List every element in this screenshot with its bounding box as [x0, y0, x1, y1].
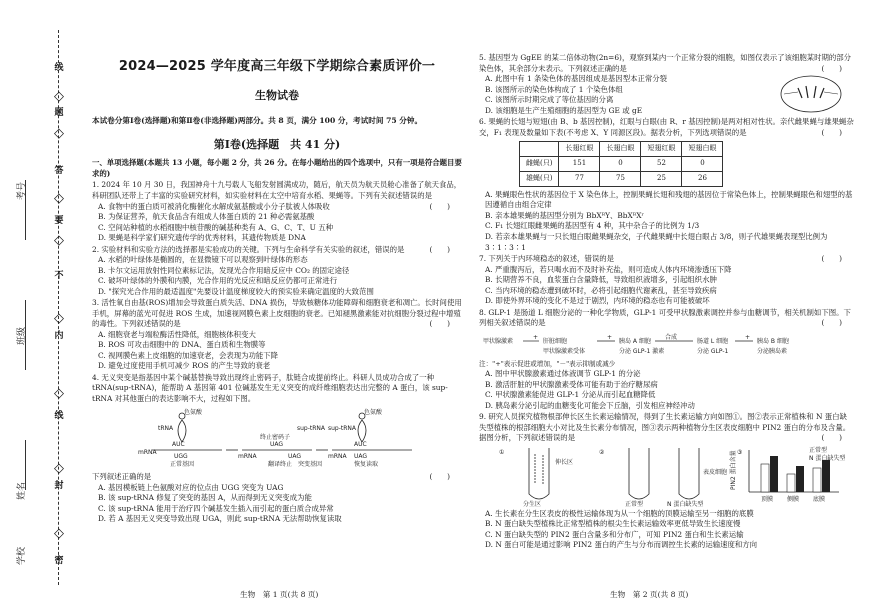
- fig8-label: 分泌胰岛素: [757, 347, 788, 355]
- translation-diagram: [92, 406, 462, 468]
- fig8-label: 肝脏细胞: [543, 337, 568, 345]
- fig4-label: UAG: [270, 441, 284, 449]
- answer-bracket: ( ): [429, 472, 450, 482]
- option: C. 当内环境的稳态遭到破坏时，必将引起细胞代谢紊乱，甚至导致疾病: [485, 285, 717, 295]
- question-8-options: [479, 360, 854, 411]
- table-row: [520, 157, 723, 172]
- option: D. 若亲本雄果蝇与一只长翅白眼雌果蝇杂交，子代雌果蝇中长翅白眼占 3/8，则子代雄果蝇表现型比例为 3∶1∶3∶1: [485, 232, 828, 252]
- question-stem: 3. 活性氧自由基(ROS)增加会导致蛋白质失活、DNA 损伤，导致核糖体功能障碍和细胞衰老和凋亡。长时间使用手机，屏幕的蓝光可促进 ROS 生成，加速视网膜色素上皮细胞的衰老。已知褪黑激素能对抗细胞分裂过程中增殖的毒性。下列叙述错误的是: [92, 298, 462, 329]
- option: C. F₁ 长翅红眼雌果蝇的基因型有 4 种，其中杂合子的比例为 1/3: [485, 221, 700, 231]
- table-cell: 26: [682, 172, 723, 187]
- table-cell: 雄蝇(只): [520, 172, 559, 187]
- option: C. 该 sup-tRNA 能用于治疗四个碱基发生插入而引起的蛋白质合成异常: [98, 503, 334, 513]
- fig8-label: +: [533, 333, 539, 341]
- option: A. 食物中的蛋白质可被消化酶催化水解成氨基酸或小分子肽被人体吸收: [98, 201, 330, 211]
- table-cell: 75: [600, 172, 641, 187]
- option: C. 甲状腺激素能促进 GLP-1 分泌从而引起血糖降低: [485, 390, 656, 400]
- gutter-char: 内: [54, 331, 64, 341]
- fig9-label: ①: [499, 448, 505, 456]
- fig9-label: 正常型: [809, 446, 828, 454]
- table-cell: 0: [682, 157, 723, 172]
- table-header-row: [520, 142, 723, 157]
- fig4-label: mRNA: [328, 453, 347, 461]
- fig8-label: +: [607, 333, 613, 341]
- fig8-label: 分泌 GLP-1 激素: [619, 347, 665, 355]
- fig4-label: 翻译终止: [268, 461, 293, 469]
- diamond-icon: ◇: [54, 233, 64, 248]
- question-2: [92, 245, 462, 298]
- option: A. 基因模板链上色氨酸对应的位点由 UGG 突变为 UAG: [98, 482, 284, 492]
- left-page: [92, 58, 462, 525]
- fig9-label: N 蛋白缺失型: [667, 500, 704, 508]
- offspring-table: [519, 141, 723, 187]
- answer-bracket: ( ): [821, 127, 842, 137]
- question-stem: 4. 无义突变是指基因中某个碱基替换导致出现终止密码子，肽链合成提前终止。科研人员成功合成了一种 tRNA(sup-tRNA)，能帮助 A 基因第 401 位碱基发生无义突变的成纤维细胞表达出完整的 A 蛋白，该 sup-tRNA 对其他蛋白的表达影响不大，过程如下图。: [92, 372, 448, 403]
- fig4-label: mRNA: [138, 449, 157, 457]
- gutter-char: 不: [54, 271, 64, 281]
- gutter-char: 线: [54, 411, 64, 421]
- fig9-label: 顶膜: [761, 495, 774, 503]
- diamond-icon: ◇: [54, 191, 64, 206]
- question-9: [479, 412, 854, 444]
- gutter-char: 要: [54, 216, 64, 226]
- table-header: 短翅白眼: [682, 142, 723, 157]
- fig4-label: AUC: [172, 441, 185, 449]
- option: D. 即使外界环境的变化不是过于剧烈，内环境的稳态也有可能被破坏: [485, 296, 710, 306]
- option: A. 细胞衰老与端粒酶活性降低，细胞核体积变大: [98, 329, 256, 339]
- fig9-label: ③: [737, 448, 743, 456]
- question-4: [92, 373, 462, 405]
- banji-label: 班级: [17, 326, 27, 345]
- footer-left: 生物 第 1 页(共 8 页): [240, 590, 319, 600]
- question-stem: 9. 研究人员探究植物根部伸长区生长素运输情况，得到了生长素运输方向如图①。图②表示正常植株和 N 蛋白缺失型植株的根部细胞大小对比及生长素分布情况，图③表示两种植物分生区表皮细胞中 PIN2 蛋白的分布及含量。据图分析，下列叙述错误的是: [479, 412, 851, 443]
- fig9-label: 正常型: [625, 500, 644, 508]
- question-9-options: [479, 509, 854, 551]
- table-cell: 52: [641, 157, 682, 172]
- fig4-label: UAG: [354, 453, 368, 461]
- gutter-char: 密: [54, 556, 64, 566]
- figure-8-diagram: [479, 329, 854, 359]
- kaohao-label: 考号: [17, 181, 27, 200]
- fig8-label: 胰岛 A 细胞: [619, 337, 651, 345]
- fig9-label: 伸长区: [555, 458, 574, 466]
- exam-note: 本试卷分第Ⅰ卷(选择题)和第Ⅱ卷(非选择题)两部分。共 8 页，满分 100 分，考试时间 75 分钟。: [92, 116, 423, 126]
- option: B. 亲本雄果蝇的基因型分别为 BbXᴿY、BbXᴿXʳ: [485, 210, 645, 220]
- gutter-char: 答: [54, 166, 64, 176]
- fig9-label: N 蛋白缺失型: [809, 454, 846, 462]
- question-stem: 下列叙述正确的是: [92, 472, 152, 482]
- diamond-icon: ◇: [54, 526, 64, 541]
- table-header: 长翅红眼: [559, 142, 600, 157]
- fig4-label: sup-tRNA: [328, 425, 357, 433]
- xuexiao-label: 学校: [17, 546, 27, 565]
- option: D. 若 A 基因无义突变导致出现 UGA，则此 sup-tRNA 无法帮助恢复读取: [98, 514, 342, 524]
- table-cell: 151: [559, 157, 600, 172]
- fig4-label: 恢复读取: [354, 461, 379, 469]
- question-stem: 7. 下列关于内环境稳态的叙述，错误的是: [479, 254, 615, 264]
- option: B. 为保证营养，航天食品含有组成人体蛋白质的 21 种必需氨基酸: [98, 212, 315, 222]
- answer-bracket: ( ): [429, 244, 450, 254]
- glp1-pathway: [479, 329, 854, 359]
- question-stem: 8. GLP-1 是肠道 L 细胞分泌的一种化学物质，GLP-1 可受甲状腺激素调控并参与血糖调节，相关机制如下图。下列相关叙述错误的是: [479, 307, 851, 328]
- fig4-label: UGG: [174, 453, 188, 461]
- question-5: [479, 53, 854, 116]
- table-header: 长翅白眼: [600, 142, 641, 157]
- option: D. N 蛋白可能是通过影响 PIN2 蛋白的产生与分布而调控生长素的运输速度和方向: [485, 540, 758, 550]
- option: B. 卡尔文运用放射性同位素标记法，发现光合作用暗反应中 CO₂ 的固定途径: [98, 265, 350, 275]
- option: B. 激活肝脏的甲状腺激素受体可能有助于治疗糖尿病: [485, 379, 658, 389]
- table-row: [520, 172, 723, 187]
- option: C. N 蛋白缺失型的 PIN2 蛋白含量多和分布广，可知 PIN2 蛋白和生长素运输: [485, 529, 744, 539]
- figure-4-diagram: [92, 406, 462, 468]
- option: D. 胰岛素分泌引起的血糖变化可能会下丘脑，引发相应神经冲动: [485, 400, 695, 410]
- question-stem: 5. 基因型为 GgEE 的某二倍体动物(2n=6)，观察到某内一个正常分裂的细胞，如图仅表示了该细胞某时期的部分染色体，其余部分未表示。下列叙述正确的是: [479, 53, 852, 73]
- diamond-icon: ◇: [54, 311, 64, 326]
- option: D. 果蝇是科学家们研究遗传学的优秀材料，其遗传物质是 DNA: [98, 233, 306, 243]
- xingming-label: 姓名: [17, 481, 27, 500]
- gutter-char: 题: [54, 108, 64, 118]
- answer-bracket: ( ): [821, 318, 842, 328]
- exam-title: 2024—2025 学年度高三年级下学期综合素质评价一: [118, 59, 436, 74]
- option: B. 该图所示的染色体构成了 1 个染色体组: [485, 84, 623, 94]
- fig9-label: PIN2 蛋白含量: [730, 450, 737, 490]
- table-cell: 25: [641, 172, 682, 187]
- option: D. 该细胞是生产生殖细胞的基因型为 GE 或 gE: [485, 105, 643, 115]
- fig8-label: 胰岛 B 细胞: [757, 337, 789, 345]
- option: A. 此图中有 1 条染色体的基因组成是基因型本正常分裂: [485, 74, 668, 84]
- table-cell: 雌蝇(只): [520, 157, 559, 172]
- fig9-label: 分生区: [523, 500, 542, 508]
- auxin-figure: [479, 444, 854, 508]
- fig9-label: 底膜: [813, 495, 826, 503]
- option: C. 空间站种植的水稻细胞中核苷酸的碱基种类有 A、G、C、T、U 五种: [98, 222, 334, 232]
- diamond-icon: ◇: [54, 386, 64, 401]
- answer-bracket: ( ): [429, 319, 450, 329]
- fig8-label: 甲状腺激素受体: [543, 347, 586, 355]
- question-stem: 1. 2024 年 10 月 30 日，我国神舟十九号载人飞船发射圆满成功，随后，航天员为航天员舱心准备了航天食品，科研团队还带上了丰富的实验研究材料，如实验材料在太空中培育水稻、果蝇等。下列有关叙述错误的是: [92, 180, 462, 200]
- option: B. N 蛋白缺失型植株比正常型植株的根尖生长素运输效率更低导致生长速度慢: [485, 519, 741, 529]
- part-heading: 第Ⅰ卷(选择题 共 41 分): [213, 137, 341, 151]
- fig9-label: 表皮细胞: [703, 468, 728, 476]
- fig4-label: sup-tRNA: [297, 425, 326, 433]
- option: A. 果蝇眼色性状的基因位于 X 染色体上，控制果蝇长翅和残翅的基因位于常染色体上，控制果蝇眼色和翅型的基因遵循自由组合定律: [485, 189, 853, 210]
- fig8-label: 肠道 L 细胞: [697, 337, 729, 345]
- question-3: [92, 298, 462, 372]
- option: C. 该图所示时期完成了等位基因的分离: [485, 95, 614, 105]
- fig4-label: AUC: [354, 441, 367, 449]
- option: B. 长期营养不良，血浆蛋白含量降低，导致组织液增多，引起组织水肿: [485, 275, 717, 285]
- question-stem: 6. 果蝇的长翅与短翅(由 B、b 基因控制)，红眼与白眼(由 R、r 基因控制)是两对相对性状。亲代雌果蝇与雄果蝇杂交，F₁ 表现及数量如下表(不考虑 X、Y 同源区段)。据表分析，下列选项错误的是: [479, 117, 854, 137]
- footer-right: 生物 第 2 页(共 8 页): [610, 590, 689, 600]
- question-7: [479, 254, 854, 307]
- fig4-label: 突变基因: [298, 461, 323, 469]
- fig8-label: 甲状腺激素: [483, 337, 514, 345]
- fig8-label: 分泌 GLP-1: [697, 347, 729, 355]
- option: B. ROS 可攻击细胞中的 DNA、蛋白质和生物膜等: [98, 340, 266, 350]
- fig4-label: 正常基因: [170, 461, 195, 469]
- diamond-icon: ◇: [54, 89, 64, 104]
- gutter-char: 线: [54, 63, 64, 73]
- fig9-label: 侧膜: [787, 495, 800, 503]
- question-8: [479, 308, 854, 329]
- question-1: [92, 180, 462, 243]
- question-stem: 2. 实验材料和实验方法的选择都是实验成功的关键。下列与生命科学有关实验的叙述，错误的是: [92, 244, 405, 254]
- fig4-label: mRNA: [238, 453, 257, 461]
- table-cell: 77: [559, 172, 600, 187]
- option: A. 严重腹泻后，若只喝水而不及时补充盐，则可造成人体内环境渗透压下降: [485, 264, 732, 274]
- option: D. "探究光合作用的最适温度"先要设计温度梯度较大的预实验来确定温度的大致范围: [98, 286, 374, 296]
- fig9-label: ②: [599, 448, 605, 456]
- fig4-label: 色氨酸: [184, 409, 203, 417]
- exam-subtitle: 生物试卷: [255, 89, 299, 103]
- fig4-label: UAG: [288, 453, 302, 461]
- answer-bracket: ( ): [821, 63, 842, 73]
- option: A. 生长素在分生区表皮的极性运输体现为从一个细胞的顶膜运输至另一细胞的底膜: [485, 508, 754, 518]
- figure-9-diagram: [479, 444, 854, 508]
- fig8-label: 合成: [665, 333, 678, 341]
- diamond-icon: ◇: [54, 126, 64, 141]
- option: C. 视网膜色素上皮细胞的加速衰老，会表现为功能下降: [98, 350, 279, 360]
- table-header: 短翅红眼: [641, 142, 682, 157]
- option: A. 水稻的叶绿体是椭圆的，在显微镜下可以观察到叶绿体的形态: [98, 255, 308, 265]
- fig8-label: +: [745, 333, 751, 341]
- question-6: [479, 117, 854, 138]
- answer-bracket: ( ): [821, 254, 842, 264]
- fig4-label: 色氨酸: [364, 409, 383, 417]
- binding-gutter: [0, 0, 90, 615]
- fig4-label: tRNA: [158, 425, 174, 433]
- section-heading: 一、单项选择题(本题共 13 小题，每小题 2 分，共 26 分。在每小题给出的四个选项中，只有一项是符合题目要求的): [92, 158, 462, 178]
- table-cell: 0: [600, 157, 641, 172]
- right-page: [479, 52, 854, 551]
- table-header: [520, 142, 559, 157]
- option: A. 图中甲状腺激素通过体液调节 GLP-1 的分泌: [485, 369, 641, 378]
- question-6-options: [479, 190, 854, 253]
- option: D. 避免过度使用手机可减少 ROS 的产生导致的衰老: [98, 361, 271, 371]
- figure-note: 注："+"表示促进或增加，"－"表示抑制或减少: [479, 359, 616, 368]
- fig4-label: 终止密码子: [260, 434, 291, 442]
- answer-bracket: ( ): [821, 433, 842, 443]
- option: B. 该 sup-tRNA 修复了突变的基因 A，从而得到无义突变成为能: [98, 493, 312, 503]
- gutter-char: 封: [54, 481, 64, 491]
- diamond-icon: ◇: [54, 461, 64, 476]
- cell-division-figure: [776, 72, 846, 116]
- option: C. 破坏叶绿体的外膜和内膜，光合作用的光反应和暗反应仍都可正常进行: [98, 276, 338, 286]
- question-4-options: [92, 472, 462, 525]
- answer-bracket: ( ): [429, 201, 450, 211]
